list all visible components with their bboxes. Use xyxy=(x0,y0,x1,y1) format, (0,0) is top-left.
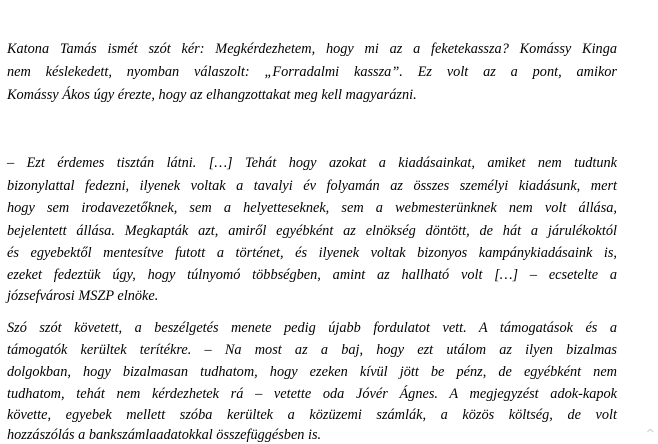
text-line: bejelentett állása. Megkapták azt, amiről egyébként az elnökség döntött, de hát a járulékoktól xyxy=(7,223,617,239)
text-line: nem késlekedett, nyomban válaszolt: „Forradalmi kassza”. Ez volt az a pont, amikor xyxy=(7,64,617,80)
scroll-up-icon[interactable]: ^ xyxy=(645,427,655,440)
text-line: – Ezt érdemes tisztán látni. […] Tehát hogy azokat a kiadásainkat, amiket nem tudtunk xyxy=(7,155,617,171)
text-line: Szó szót követett, a beszélgetés menete pedig újabb fordulatot vett. A támogatások és a xyxy=(7,320,617,336)
text-line: ezeket fedeztük úgy, hogy túlnyomó többségben, amint az hallható volt […] – ecsetelte a xyxy=(7,267,617,283)
text-line: hozzászólás a bankszámlaadatokkal összefüggésben is. xyxy=(7,427,322,443)
text-line: dolgokban, hogy bizalmasan tudhatom, hogy ezeken kívül jött be pénz, de egyébként nem xyxy=(7,364,617,380)
text-line: Komássy Ákos úgy érezte, hogy az elhangzottakat meg kell magyarázni. xyxy=(7,87,417,103)
text-line: Katona Tamás ismét szót kér: Megkérdezhetem, hogy mi az a feketekassza? Komássy Kinga xyxy=(7,41,617,57)
text-line: követte, egyebek mellett szóba kerültek a közüzemi számlák, a közös költség, de volt xyxy=(7,407,617,423)
text-line: tudhatom, tehát nem kérdezhetek rá – vetette oda Jóvér Ágnes. A megjegyzést adok-kapok xyxy=(7,386,617,402)
text-line: és egyebektől mentesítve futott a történet, és ilyenek voltak bizonyos kampánykiadásaink is, xyxy=(7,245,617,261)
text-line: bizonylattal fedezni, ilyenek voltak a tavalyi év folyamán az összes személyi kiadásunk, mert xyxy=(7,178,617,194)
text-line: józsefvárosi MSZP elnöke. xyxy=(7,288,159,304)
text-line: támogatók kerültek terítékre. – Na most az a baj, hogy ezt utálom az ilyen bizalmas xyxy=(7,342,617,358)
text-line: hogy sem irodavezetőknek, sem a helyetteseknek, sem a webmesterünknek nem volt állása, xyxy=(7,200,617,216)
